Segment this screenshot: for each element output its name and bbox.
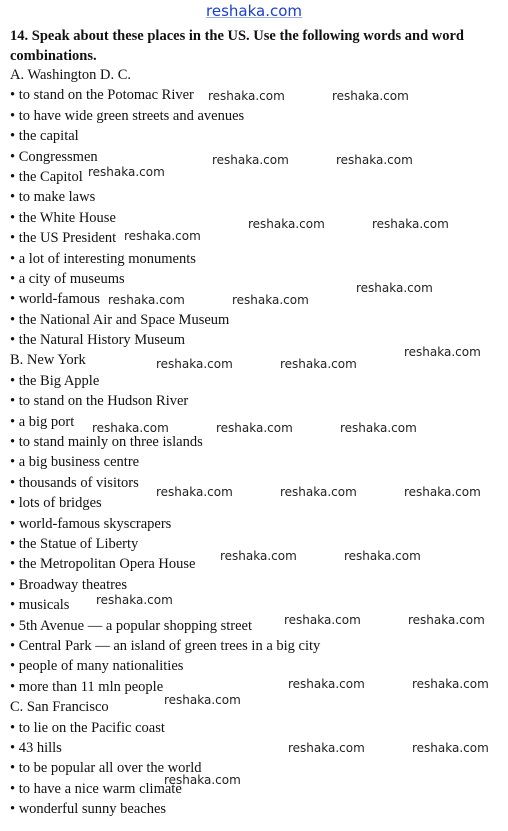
list-item: • to lie on the Pacific coast xyxy=(10,719,165,736)
list-item: • to stand on the Potomac River xyxy=(10,87,194,104)
watermark: reshaka.com xyxy=(232,293,309,307)
list-item: • the Capitol xyxy=(10,168,83,185)
watermark: reshaka.com xyxy=(332,89,409,103)
watermark: reshaka.com xyxy=(164,693,241,707)
watermark: reshaka.com xyxy=(108,293,185,307)
watermark: reshaka.com xyxy=(408,613,485,627)
list-item: • Central Park — an island of green trees in a big city xyxy=(10,637,321,654)
watermark: reshaka.com xyxy=(96,593,173,607)
list-item: • to make laws xyxy=(10,189,96,206)
list-item: • to be popular all over the world xyxy=(10,760,202,777)
list-item: • a big port xyxy=(10,413,75,430)
section-heading-san-francisco: C. San Francisco xyxy=(10,699,109,716)
watermark: reshaka.com xyxy=(344,549,421,563)
list-item: • the White House xyxy=(10,209,116,226)
watermark: reshaka.com xyxy=(92,421,169,435)
watermark: reshaka.com xyxy=(156,485,233,499)
watermark: reshaka.com xyxy=(280,357,357,371)
list-item: • musicals xyxy=(10,597,70,614)
watermark: reshaka.com xyxy=(336,153,413,167)
list-item: • the Statue of Liberty xyxy=(10,535,139,552)
list-item: • a big business centre xyxy=(10,454,140,471)
list-item: • to stand on the Hudson River xyxy=(10,393,189,410)
watermark: reshaka.com xyxy=(124,229,201,243)
watermark: reshaka.com xyxy=(404,345,481,359)
watermark: reshaka.com xyxy=(412,741,489,755)
watermark: reshaka.com xyxy=(404,485,481,499)
watermark: reshaka.com xyxy=(288,741,365,755)
watermark: reshaka.com xyxy=(372,217,449,231)
section-heading-washington: A. Washington D. C. xyxy=(10,67,132,83)
list-item: • to stand mainly on three islands xyxy=(10,434,203,451)
watermark: reshaka.com xyxy=(284,613,361,627)
watermark: reshaka.com xyxy=(280,485,357,499)
list-item: • the capital xyxy=(10,128,79,145)
list-item: • more than 11 mln people xyxy=(10,678,164,695)
list-item: • to have a nice warm climate xyxy=(10,780,182,797)
list-item: • the Natural History Museum xyxy=(10,332,186,349)
watermark: reshaka.com xyxy=(216,421,293,435)
list-item: • world-famous xyxy=(10,291,101,308)
watermark: reshaka.com xyxy=(220,549,297,563)
watermark: reshaka.com xyxy=(412,677,489,691)
list-item: • the National Air and Space Museum xyxy=(10,311,230,328)
list-item: • a city of museums xyxy=(10,270,125,287)
watermark: reshaka.com xyxy=(212,153,289,167)
word-list xyxy=(10,65,500,819)
list-item: • to have wide green streets and avenues xyxy=(10,107,245,124)
list-item: • lots of bridges xyxy=(10,495,102,512)
list-item: • a lot of interesting monuments xyxy=(10,250,196,267)
list-item: • the US President xyxy=(10,230,117,247)
list-item: • 5th Avenue — a popular shopping street xyxy=(10,617,252,634)
list-item: • Broadway theatres xyxy=(10,576,128,593)
site-header-link[interactable]: reshaka.com xyxy=(206,2,302,20)
list-item: • thousands of visitors xyxy=(10,474,139,491)
list-item: • world-famous skyscrapers xyxy=(10,515,172,532)
list-item: • people of many nationalities xyxy=(10,658,184,675)
watermark: reshaka.com xyxy=(164,773,241,787)
watermark: reshaka.com xyxy=(88,165,165,179)
watermark: reshaka.com xyxy=(340,421,417,435)
task-heading: 14. Speak about these places in the US. Use the following words and word combinations. xyxy=(10,28,464,64)
list-item: • wonderful sunny beaches xyxy=(10,801,167,818)
list-item: • the Metropolitan Opera House xyxy=(10,556,196,573)
section-heading-new-york: B. New York xyxy=(10,352,86,369)
watermark: reshaka.com xyxy=(356,281,433,295)
watermark: reshaka.com xyxy=(248,217,325,231)
list-item: • Congressmen xyxy=(10,148,98,165)
list-item: • 43 hills xyxy=(10,739,62,756)
watermark: reshaka.com xyxy=(288,677,365,691)
list-item: • the Big Apple xyxy=(10,372,100,389)
watermark: reshaka.com xyxy=(156,357,233,371)
watermark: reshaka.com xyxy=(208,89,285,103)
